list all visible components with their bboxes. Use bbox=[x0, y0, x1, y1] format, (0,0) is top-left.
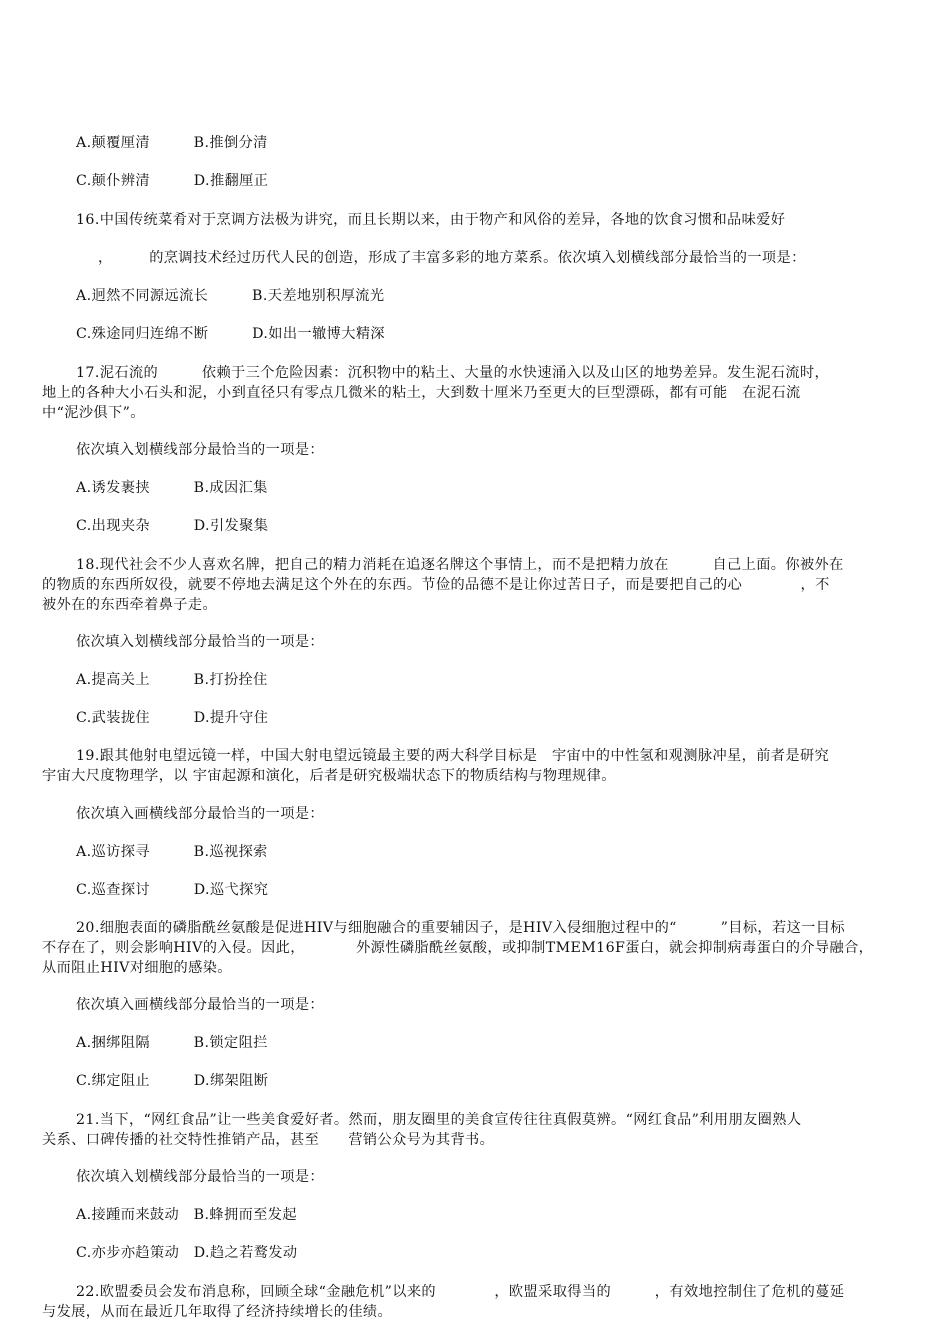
q20-stem-line-3: 从而阻止HIV对细胞的感染。 bbox=[42, 960, 232, 976]
q19-stem-line-1: 19.跟其他射电望远镜一样，中国大射电望远镜最主要的两大科学目标是 宇宙中的中性氢和观测脉冲星，前者是研究 bbox=[76, 748, 830, 764]
q16-stem-line-1: 16.中国传统菜肴对于烹调方法极为讲究，而且长期以来，由于物产和风俗的差异，各地的饮食习惯和品味爱好 bbox=[76, 212, 786, 228]
q21-stem-line-1: 21.当下，“网红食品”让一些美食爱好者。然而，朋友圈里的美食宣传往往真假莫辨。“网红食品”利用朋友圈熟人 bbox=[76, 1112, 802, 1128]
q16-stem-line-2: ， 的烹调技术经过历代人民的创造，形成了丰富多彩的地方菜系。依次填入划横线部分最恰当的一项是： bbox=[98, 250, 806, 266]
q21-option-row-2: C.亦步亦趋策动 D.趋之若鹜发动 bbox=[76, 1245, 298, 1261]
q20-option-row-1: A.捆绑阻隔 B.锁定阻拦 bbox=[76, 1035, 268, 1051]
q17-stem-line-1: 17.泥石流的 依赖于三个危险因素：沉积物中的粘土、大量的水快速涌入以及山区的地势差异。发生泥石流时， bbox=[76, 365, 830, 381]
q20-stem-line-1: 20.细胞表面的磷脂酰丝氨酸是促进HIV与细胞融合的重要辅因子，是HIV入侵细胞过程中的“ ”目标，若这一目标 bbox=[76, 920, 845, 936]
q17-stem-line-2: 地上的各种大小石头和泥，小到直径只有零点几微米的粘土，大到数十厘米乃至更大的巨型漂砾，都有可能 在泥石流 bbox=[42, 385, 801, 401]
q21-stem-line-2: 关系、口碑传播的社交特性推销产品，甚至 营销公众号为其背书。 bbox=[42, 1132, 495, 1148]
q17-option-row-1: A.诱发裹挟 B.成因汇集 bbox=[76, 480, 268, 496]
q18-prompt: 依次填入划横线部分最恰当的一项是： bbox=[76, 634, 324, 650]
q16-option-row-1: A.迥然不同源远流长 B.天差地别积厚流光 bbox=[76, 288, 385, 304]
q21-prompt: 依次填入划横线部分最恰当的一项是： bbox=[76, 1169, 324, 1185]
q17-option-row-2: C.出现夹杂 D.引发聚集 bbox=[76, 518, 269, 534]
q18-stem-line-2: 的物质的东西所奴役，就要不停地去满足这个外在的东西。节俭的品德不是让你过苦日子，而是要把自己的心 ，不 bbox=[42, 577, 830, 593]
q20-option-row-2: C.绑定阻止 D.绑架阻断 bbox=[76, 1073, 269, 1089]
q19-option-row-1: A.巡访探寻 B.巡视探索 bbox=[76, 844, 268, 860]
q21-option-row-1: A.接踵而来鼓动 B.蜂拥而至发起 bbox=[76, 1207, 297, 1223]
q18-stem-line-1: 18.现代社会不少人喜欢名牌，把自己的精力消耗在追逐名牌这个事情上，而不是把精力放在 自己上面。你被外在 bbox=[76, 557, 844, 573]
q19-stem-line-2: 宇宙大尺度物理学，以 宇宙起源和演化，后者是研究极端状态下的物质结构与物理规律。 bbox=[42, 768, 616, 784]
q18-option-row-2: C.武装拢住 D.提升守住 bbox=[76, 710, 269, 726]
q19-prompt: 依次填入画横线部分最恰当的一项是： bbox=[76, 806, 324, 822]
q20-stem-line-2: 不存在了，则会影响HIV的入侵。因此， 外源性磷脂酰丝氨酸，或抑制TMEM16F蛋白，就会抑制病毒蛋白的介导融合， bbox=[42, 940, 874, 956]
q16-option-row-2: C.殊途同归连绵不断 D.如出一辙博大精深 bbox=[76, 326, 386, 342]
q22-stem-line-2: 与发展，从而在最近几年取得了经济持续增长的佳绩。 bbox=[42, 1304, 393, 1320]
q17-prompt: 依次填入划横线部分最恰当的一项是： bbox=[76, 442, 324, 458]
q18-stem-line-3: 被外在的东西牵着鼻子走。 bbox=[42, 597, 218, 613]
q17-stem-line-3: 中“泥沙俱下”。 bbox=[42, 405, 145, 421]
q22-stem-line-1: 22.欧盟委员会发布消息称，回顾全球“金融危机”以来的 ，欧盟采取得当的 ，有效地控制住了危机的蔓延 bbox=[76, 1284, 845, 1300]
q20-prompt: 依次填入画横线部分最恰当的一项是： bbox=[76, 997, 324, 1013]
q19-option-row-2: C.巡查探讨 D.巡弋探究 bbox=[76, 882, 269, 898]
q15-option-row-1: A.颠覆厘清 B.推倒分清 bbox=[76, 135, 268, 151]
q18-option-row-1: A.提高关上 B.打扮拴住 bbox=[76, 672, 268, 688]
q15-option-row-2: C.颠仆辨清 D.推翻厘正 bbox=[76, 173, 269, 189]
